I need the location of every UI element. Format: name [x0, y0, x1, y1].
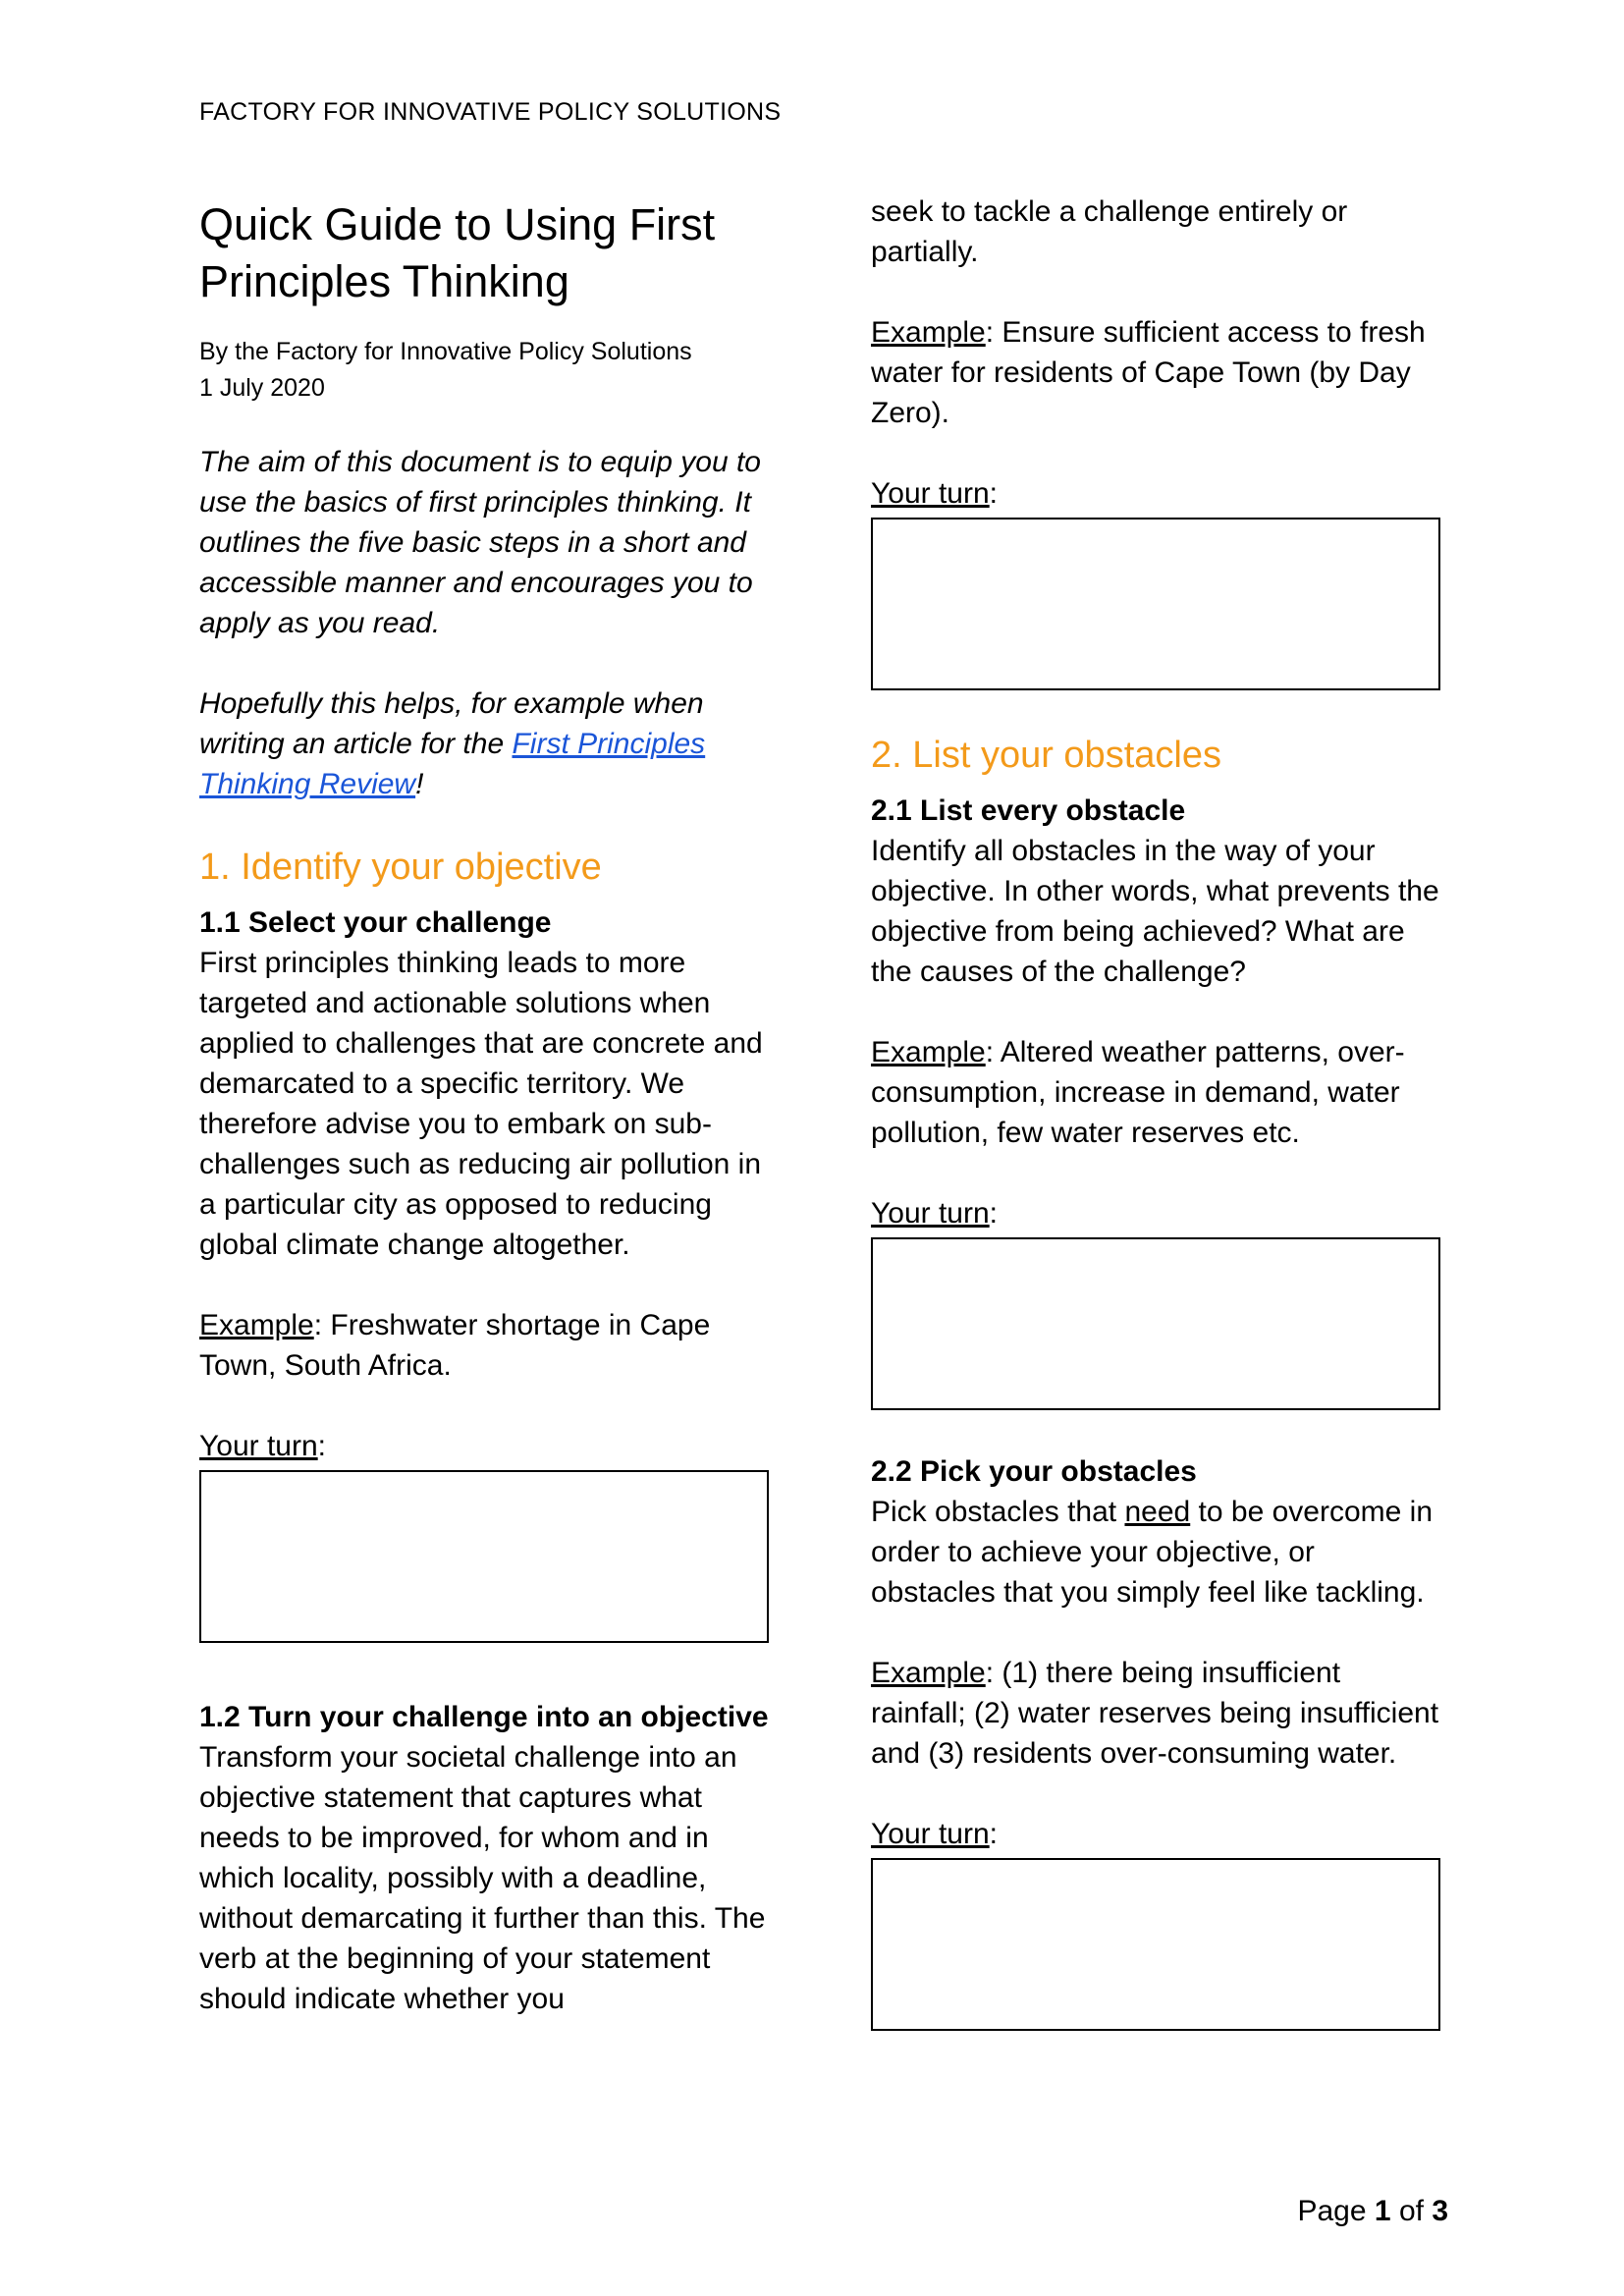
section-2-1-heading: 2.1 List every obstacle [871, 794, 1186, 827]
answer-box-1-1[interactable] [199, 1470, 769, 1643]
your-turn-label [871, 473, 1440, 514]
left-column [199, 196, 769, 2019]
example-label: Example [871, 1657, 986, 1689]
example-label: Example [871, 316, 986, 349]
answer-box-1-2[interactable] [871, 518, 1440, 690]
total-pages: 3 [1432, 2195, 1448, 2227]
example-text: : Ensure sufficient access to fresh water for residents of Cape Town (by Day Zero). [871, 316, 1426, 429]
your-turn-colon: : [989, 1197, 998, 1230]
your-turn-text: Your turn [871, 477, 990, 510]
your-turn-label [871, 1193, 1440, 1233]
example-text: : Freshwater shortage in Cape Town, South Africa. [199, 1309, 711, 1382]
section-2-2-heading: 2.2 Pick your obstacles [871, 1455, 1197, 1488]
intro-hope [199, 683, 769, 804]
current-page: 1 [1374, 2195, 1391, 2227]
section-1-2-body: Transform your societal challenge into an objective statement that captures what needs to be improved, for whom and in which locality, possibly with a deadline, without demarcating it further than this. The verb at the beginning of your statement should indicate whether you [199, 1741, 766, 2015]
section-1-1-heading: 1.1 Select your challenge [199, 906, 552, 939]
example-label: Example [199, 1309, 314, 1341]
your-turn-text: Your turn [871, 1197, 990, 1230]
section-1-2-heading: 1.2 Turn your challenge into an objective [199, 1701, 769, 1733]
document-title: Quick Guide to Using First Principles Thinking [199, 199, 716, 306]
section-2-1-example [871, 1032, 1440, 1153]
section-1-2-example [871, 312, 1440, 433]
answer-box-2-2[interactable] [871, 1858, 1440, 2031]
example-label: Example [871, 1036, 986, 1068]
section-1-1-body: First principles thinking leads to more targeted and actionable solutions when applied to challenges that are concrete and demarcated to a specific territory. We therefore advise you to embark on sub-challenges such as reducing air pollution in a particular city as opposed to reducing global climate change altogether. [199, 947, 763, 1261]
section-1-2-body-continued: seek to tackle a challenge entirely or partially. [871, 195, 1348, 268]
your-turn-colon: : [989, 477, 998, 510]
intro-hope-end: ! [415, 768, 424, 800]
your-turn-label [199, 1426, 769, 1466]
body-text: to be overcome in order to achieve your objective, or obstacles that you simply feel like tackling. [871, 1496, 1434, 1609]
of-word: of [1398, 2195, 1424, 2227]
your-turn-text: Your turn [871, 1818, 990, 1850]
your-turn-text: Your turn [199, 1430, 318, 1462]
your-turn-colon: : [317, 1430, 326, 1462]
answer-box-2-1[interactable] [871, 1237, 1440, 1410]
section-1-1-example [199, 1305, 769, 1386]
byline-author: By the Factory for Innovative Policy Solutions [199, 338, 692, 365]
example-text: : Altered weather patterns, over-consumption, increase in demand, water pollution, few water reserves etc. [871, 1036, 1405, 1149]
your-turn-colon: : [989, 1818, 998, 1850]
section-2-heading: 2. List your obstacles [871, 735, 1221, 776]
your-turn-label [871, 1814, 1440, 1854]
document-header: FACTORY FOR INNOVATIVE POLICY SOLUTIONS [199, 98, 782, 126]
example-text: : (1) there being insufficient rainfall; (2) water reserves being insufficient and (3) residents over-consuming water. [871, 1657, 1439, 1770]
section-1-heading: 1. Identify your objective [199, 847, 602, 888]
intro-hope-text: Hopefully this helps, for example when writing an article for the [199, 687, 704, 760]
section-2-2-body [871, 1492, 1440, 1613]
right-column [871, 196, 1440, 2031]
section-2-2-example [871, 1653, 1440, 1774]
body-text: Pick obstacles that [871, 1496, 1125, 1528]
emphasis-need: need [1124, 1496, 1191, 1528]
fptr-link[interactable]: First Principles Thinking Review [199, 728, 706, 800]
page-word: Page [1297, 2195, 1367, 2227]
section-2-1-body: Identify all obstacles in the way of your objective. In other words, what prevents the objective from being achieved? What are the causes of the challenge? [871, 835, 1439, 988]
byline-date: 1 July 2020 [199, 374, 325, 402]
byline [199, 334, 769, 407]
intro-aim: The aim of this document is to equip you to use the basics of first principles thinking. It outlines the five basic steps in a short and accessible manner and encourages you to apply as you read. [199, 446, 761, 639]
page-number [1297, 2195, 1448, 2228]
